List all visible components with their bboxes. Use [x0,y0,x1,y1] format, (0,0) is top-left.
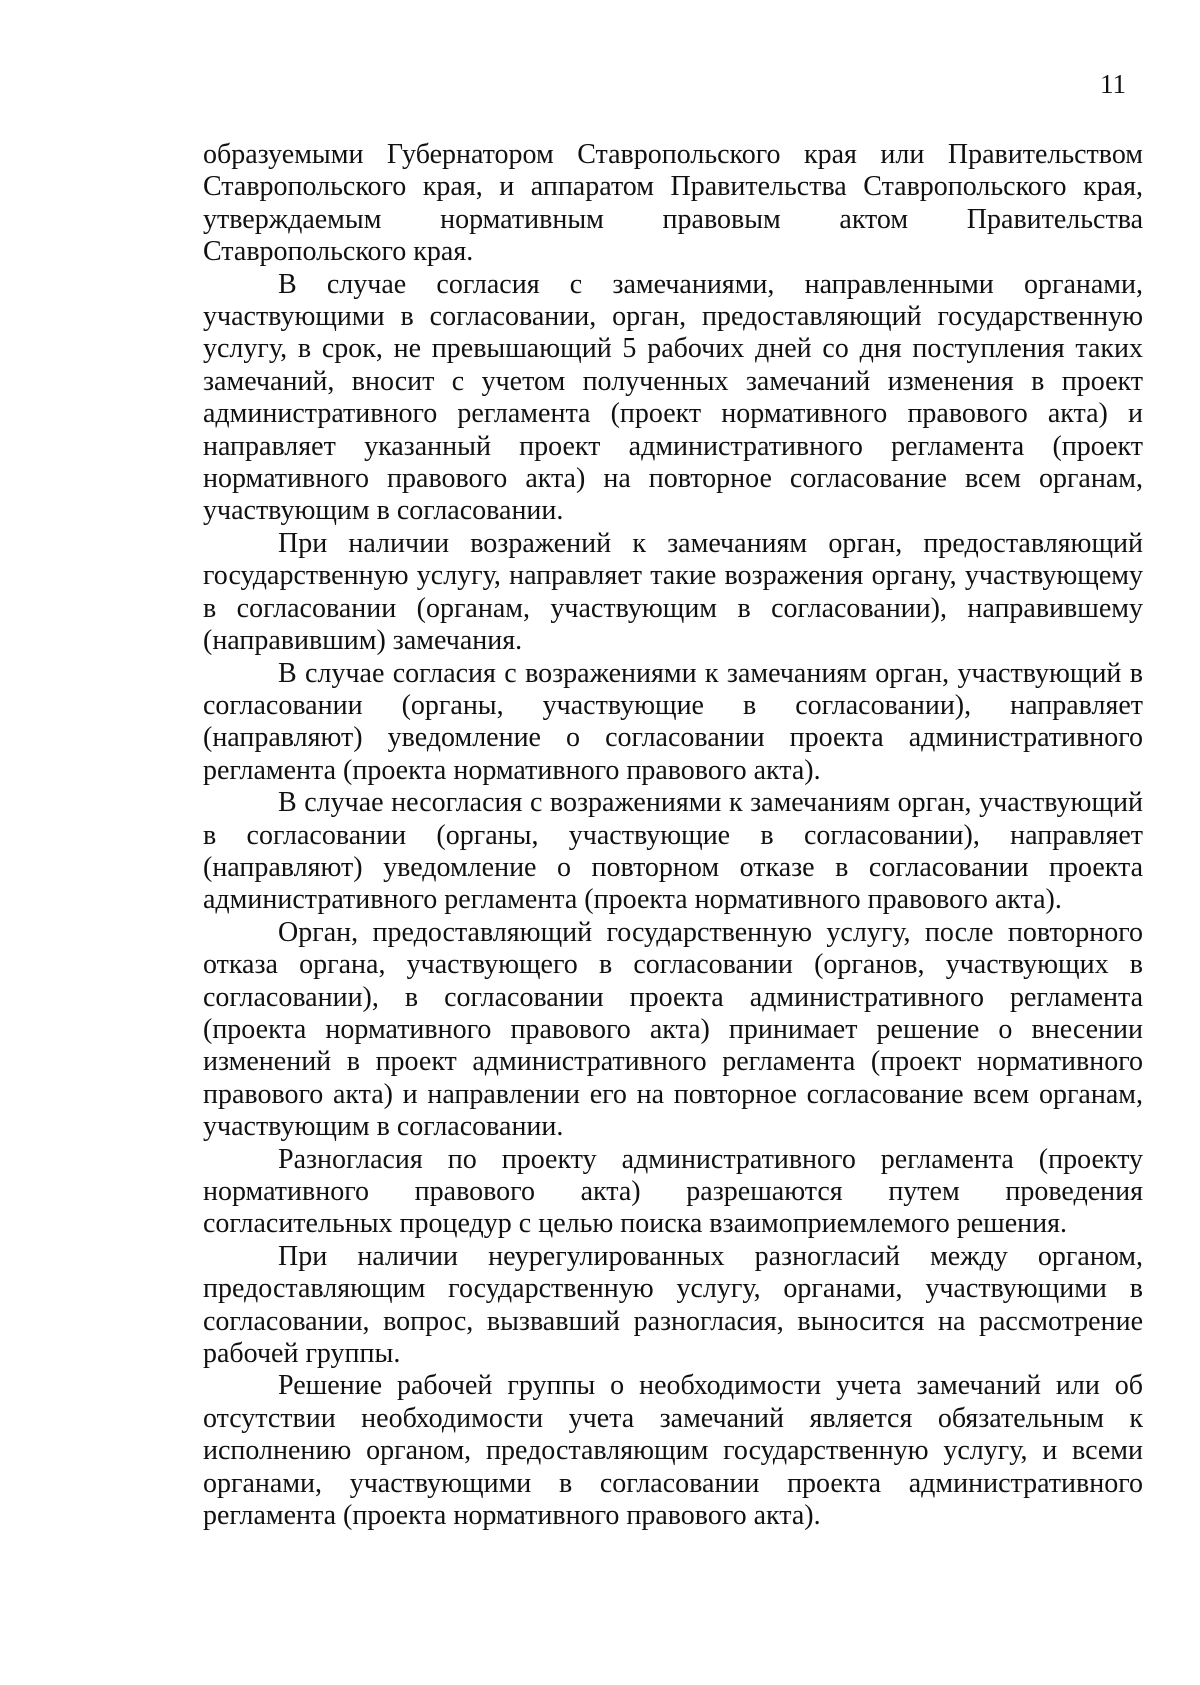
paragraph-3: При наличии возражений к замечаниям орган, предоставляющий государственную услугу, направляет такие возражения органу, участвующему в согласовании (органам, участвующим в согласовании), направившему (направившим) замечания. [203,527,1143,657]
paragraph-5: В случае несогласия с возражениями к замечаниям орган, участвующий в согласовании (органы, участвующие в согласовании), направляет (направляют) уведомление о повторном отказе в согласовании проекта административного регламента (проекта нормативного правового акта). [203,787,1143,916]
paragraph-9: Решение рабочей группы о необходимости учета замечаний или об отсутствии необходимости учета замечаний является обязательным к исполнению органом, предоставляющим государственную услугу, и всеми органами, участвующими в согласовании проекта административного регламента (проекта нормативного правового акта). [203,1370,1143,1532]
page-number: 11 [1100,69,1126,99]
document-body [203,139,1143,1532]
paragraph-6: Орган, предоставляющий государственную услугу, после повторного отказа органа, участвующего в согласовании (органов, участвующих в согласовании), в согласовании проекта административного регламента (проекта нормативного правового акта) принимает решение о внесении изменений в проект административного регламента (проект нормативного правового акта) и направлении его на повторное согласование всем органам, участвующим в согласовании. [203,916,1143,1143]
paragraph-7: Разногласия по проекту административного регламента (проекту нормативного правового акта) разрешаются путем проведения согласительных процедур с целью поиска взаимоприемлемого решения. [203,1143,1143,1240]
paragraph-1: образуемыми Губернатором Ставропольского края или Правительством Ставропольского края, и аппаратом Правительства Ставропольского края, утверждаемым нормативным правовым актом Правительства Ставропольского края. [203,139,1143,268]
paragraph-2: В случае согласия с замечаниями, направленными органами, участвующими в согласовании, орган, предоставляющий государственную услугу, в срок, не превышающий 5 рабочих дней со дня поступления таких замечаний, вносит с учетом полученных замечаний изменения в проект административного регламента (проект нормативного правового акта) и направляет указанный проект административного регламента (проект нормативного правового акта) на повторное согласование всем органам, участвующим в согласовании. [203,268,1143,527]
paragraph-8: При наличии неурегулированных разногласий между органом, предоставляющим государственную услугу, органами, участвующими в согласовании, вопрос, вызвавший разногласия, выносится на рассмотрение рабочей группы. [203,1240,1143,1370]
paragraph-4: В случае согласия с возражениями к замечаниям орган, участвующий в согласовании (органы, участвующие в согласовании), направляет (направляют) уведомление о согласовании проекта административного регламента (проекта нормативного правового акта). [203,657,1143,786]
